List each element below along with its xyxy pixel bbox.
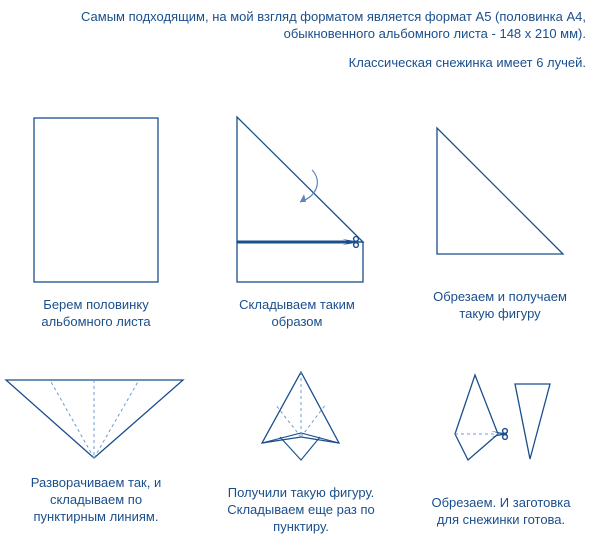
step6-caption: Обрезаем. И заготовка для снежинки готова. [431, 495, 571, 527]
step6-final-cut [455, 375, 550, 460]
step1-caption: Берем половинку альбомного листа [41, 297, 151, 329]
step5-caption: Получили такую фигуру. Складываем еще раз по пунктиру. [227, 485, 375, 534]
step3-caption: Обрезаем и получаем такую фигуру [433, 289, 567, 321]
snowflake-blank [515, 384, 550, 459]
intro-line-3: Классическая снежинка имеет 6 лучей. [348, 55, 586, 70]
intro-line-2: обыкновенного альбомного листа - 148 х 210 мм). [283, 26, 586, 41]
intro-line-1: Самым подходящим, на мой взгляд форматом является формат А5 (половинка А4, [81, 9, 586, 24]
step4-caption: Разворачиваем так, и складываем по пунктирным линиям. [30, 475, 162, 524]
step2-caption: Складываем таким образом [239, 297, 355, 329]
step5-folded-figure [262, 372, 339, 460]
step1-sheet [34, 118, 158, 282]
step4-unfolded-triangle [6, 380, 183, 458]
step2-folded-sheet [237, 117, 363, 282]
fold-arrow-icon [300, 194, 306, 202]
step3-triangle [437, 128, 563, 254]
